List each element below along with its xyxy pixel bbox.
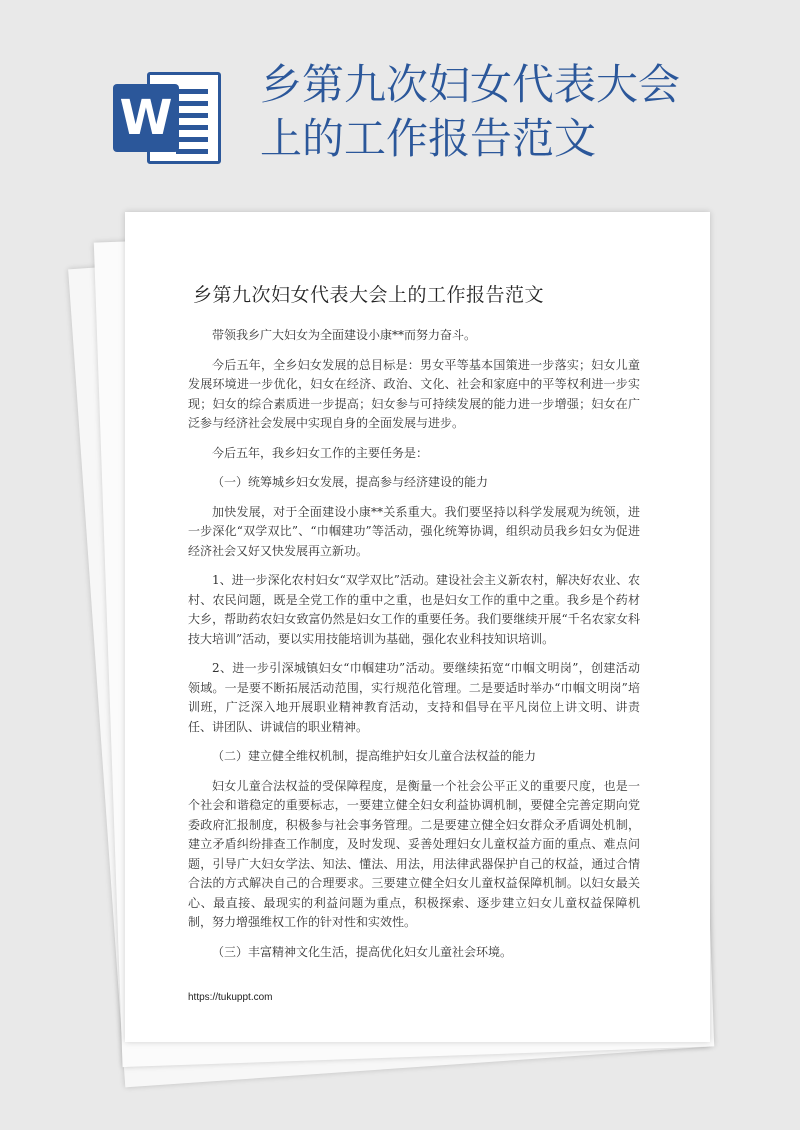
paragraph: 今后五年，我乡妇女工作的主要任务是： [212,445,429,460]
banner-title-line2: 上的工作报告范文 [260,114,597,163]
word-document-icon: W [113,84,179,152]
document-body [188,326,640,972]
paragraph: 带领我乡广大妇女为全面建设小康**而努力奋斗。 [212,328,477,342]
footer-url: https://tukuppt.com [188,992,273,1003]
section-heading: （三）丰富精神文化生活，提高优化妇女儿童社会环境。 [212,944,513,959]
document-title: 乡第九次妇女代表大会上的工作报告范文 [193,284,545,306]
document-page [125,212,710,1042]
section-heading: （二）建立健全维权机制，提高维护妇女儿童合法权益的能力 [212,749,537,763]
paragraph: 妇女儿童合法权益的受保障程度，是衡量一个社会公平正义的重要尺度，也是一个社会和谐稳定的重要标志，一要建立健全妇女利益协调机制，要健全完善定期向党委政府汇报制度，积极参与社会事务管理。二是要建立健全妇女群众矛盾调处机制，建立矛盾纠纷排查工作制度，及时发现、妥善处理妇女儿童权益方面的重点、难点问题，引导广大妇女学法、知法、懂法、用法，用法律武器保护自己的权益，通过合情合法的方式解决自己的合理要求。三要建立健全妇女儿童权益保障机制。以妇女最关心、最直接、最现实的利益问题为重点，积极探索、逐步建立妇女儿童权益保障机制，努力增强维权工作的针对性和实效性。 [188,778,640,929]
word-logo [113,72,223,164]
paragraph: 1、进一步深化农村妇女“双学双比”活动。建设社会主义新农村，解决好农业、农村、农民问题，既是全党工作的重中之重，也是妇女工作的重中之重。我乡是个药材大乡，帮助药农妇女致富仍然是妇女工作的重要任务。我们要继续开展“千名农家女科技大培训”活动，要以实用技能培训为基础，强化农业科技知识培训。 [188,573,640,646]
banner-title-line1: 乡第九次妇女代表大会 [260,60,681,109]
paragraph: 2、进一步引深城镇妇女“巾帼建功”活动。要继续拓宽“巾帼文明岗”，创建活动领域。一是要不断拓展活动范围，实行规范化管理。二是要适时举办“巾帼文明岗”培训班，广泛深入地开展职业精神教育活动，支持和倡导在平凡岗位上讲文明、讲责任、讲团队、讲诚信的职业精神。 [188,661,640,734]
section-heading: （一）统筹城乡妇女发展，提高参与经济建设的能力 [212,475,489,489]
paragraph: 加快发展，对于全面建设小康**关系重大。我们要坚持以科学发展观为统领，进一步深化“双学双比”、“巾帼建功”等活动，强化统筹协调，组织动员我乡妇女为促进经济社会又好又快发展再立新功。 [188,504,640,558]
paragraph: 今后五年，全乡妇女发展的总目标是：男女平等基本国策进一步落实；妇女儿童发展环境进一步优化，妇女在经济、政治、文化、社会和家庭中的平等权利进一步实现；妇女的综合素质进一步提高；妇女参与可持续发展的能力进一步增强；妇女在广泛参与经济社会发展中实现自身的全面发展与进步。 [188,357,640,430]
banner-title [260,58,780,166]
